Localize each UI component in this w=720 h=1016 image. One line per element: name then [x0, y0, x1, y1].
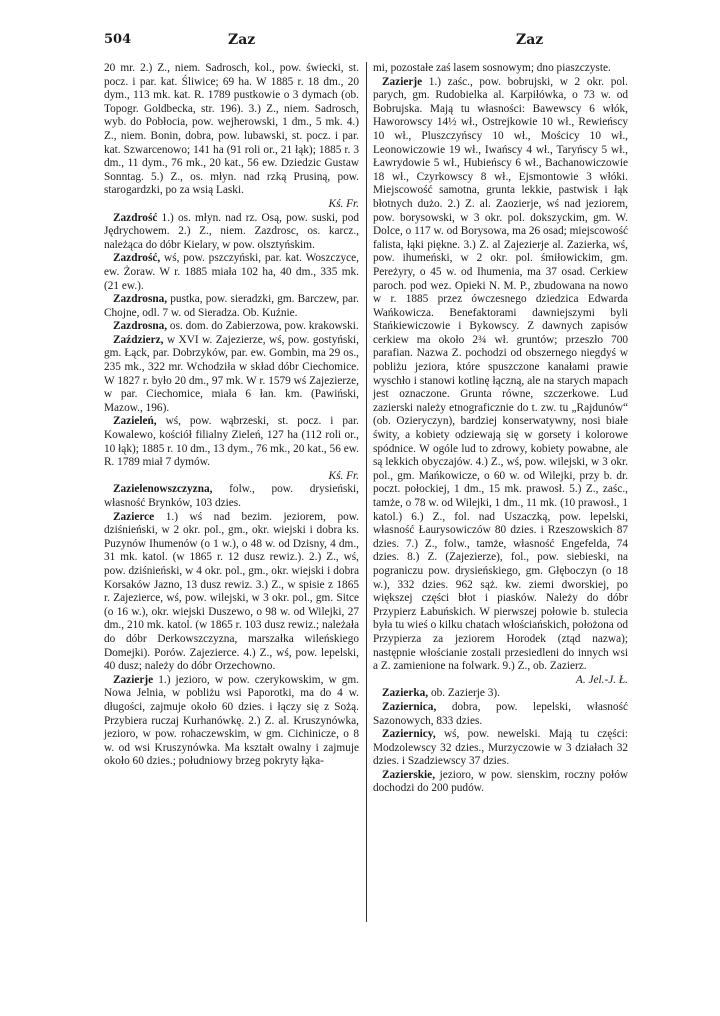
- entry-text: jezioro, w pow. sienskim, roczny połów dochodzi do 200 pudów.: [373, 768, 629, 795]
- dictionary-entry: [104, 293, 359, 320]
- dictionary-entry: [373, 701, 628, 728]
- entry-text: pustka, pow. sieradzki, gm. Barczew, par. Chojne, odl. 7 w. od Sieradza. Ob. Kuźnie.: [104, 293, 360, 319]
- dictionary-entry: [373, 728, 628, 769]
- dictionary-entry: [104, 252, 359, 293]
- page-header: [104, 28, 622, 52]
- dictionary-entry: [104, 483, 359, 510]
- dictionary-entry: [104, 415, 359, 483]
- entry-text: 1.) wś nad bezim. jeziorem, pow. dziśnieński, w 2 okr. pol., gm., okr. wiejski i dobra ks. Puzynów Ihumenów (o 1 w.), o 48 w. od Dzisny, 4 dm., 31 mk. katol. (w 1865 r. 12 dusz rewiz.). 2.) Z., wś, pow. dziśnieński, w 4 okr. pol., gm., okr. wiejski i dobra Korsaków Jazno, 13 dusz rewiz. 3.) Z., w spisie z 1865 r. Zajezierce, wś, pow. wilejski, w 3 okr. pol., gm. Sitce (o 16 w.), okr. wiejski Duszewo, o 98 w. od Wilejki, 27 dm., 210 mk. katol. (w 1865 r. 103 dusz rewiz.; należała do dóbr Derkowszczyzna, marszałka wileńskiego Domejki). Porów. Zajezierce. 4.) Z., wś, pow. lepelski, 40 dusz; należy do dóbr Orzechowno.: [104, 510, 359, 673]
- entry-text: os. dom. do Zabierzowa, pow. krakowski.: [169, 320, 359, 333]
- entry-headword: Zazdrość,: [113, 252, 161, 265]
- entry-headword: Zazdrosna,: [113, 293, 168, 306]
- entry-text: folw., pow. drysieński, własność Brynków, 103 dzies.: [104, 483, 359, 509]
- entry-headword: Zazierje: [113, 673, 154, 686]
- dictionary-entry: [104, 62, 359, 212]
- entry-signature: Kś. Fr.: [328, 197, 359, 210]
- dictionary-entry: [373, 687, 628, 701]
- entry-headword: Zazierka,: [382, 687, 429, 700]
- page-number: 504: [104, 32, 132, 47]
- entry-text: w XVI w. Zajezierze, wś, pow. gostyński, gm. Łąck, par. Dobrzyków, par. ew. Gombin, ma 29 os., 235 mk., 322 mr. Wchodziła w skład dóbr Ciechomice. W 1827 r. było 20 dm., 97 mk. W r. 1579 wś Zajezierze, w par. Ciechomice, miała 6 łan. km. (Pawiński, Mazow., 196).: [104, 333, 360, 414]
- dictionary-entry: [104, 674, 359, 769]
- entry-text: 1.) os. młyn. nad rz. Osą, pow. suski, pod Jędrychowem. 2.) Z., niem. Zazdrosc, os. karcz., należąca do dóbr Kielary, w pow. olsztyńskim.: [104, 211, 359, 251]
- text-columns: [104, 62, 629, 962]
- right-column: [373, 62, 628, 796]
- dictionary-entry: [104, 212, 359, 253]
- dictionary-entry: [373, 62, 628, 76]
- entry-headword: Zaziernicy,: [382, 728, 436, 741]
- dictionary-entry: [104, 511, 359, 674]
- dictionary-entry: [373, 769, 628, 796]
- entry-text: 20 mr. 2.) Z., niem. Sadrosch, kol., pow. świecki, st. pocz. i par. kat. Śliwice; 69 ha. W 1885 r. 18 dm., 20 dym., 113 mk. kat. R. 1789 pustkowie o 3 dymach (ob. Topogr. Goldbecka, str. 196). 3.) Z., niem. Sadrosch, wyb. do Pobłocia, pow. wejherowski, 1 dm., 5 mk. 4.) Z., niem. Bonin, dobra, pow. lubawski, st. pocz. i par. kat. Szwarcenowo; 141 ha (91 roli or., 21 łąk); 1885 r. 3 dm., 11 dym., 76 mk., 20 kat., 56 ew. Dziedzic Gustaw Sonntag. 5.) Z., os. młyn. nad rzką Prusiną, pow. starogardzki, po za wsią Laski.: [104, 62, 359, 197]
- entry-headword: Zazdrosna,: [113, 320, 168, 333]
- entry-text: wś, pow. newelski. Mają tu części: Modzolewscy 32 dzies., Murzyczowie w 3 działach 32 dzies. i Szadziewscy 37 dzies.: [373, 728, 628, 768]
- running-head-left: Zaz: [228, 32, 256, 48]
- entry-text: wś, pow. pszczyński, par. kat. Woszczyce, ew. Żoraw. W r. 1885 miała 102 ha, 40 dm., 335 mk. (21 ew.).: [104, 252, 359, 292]
- entry-headword: Zaździerz,: [113, 333, 164, 346]
- entry-headword: Zazierce: [113, 510, 155, 523]
- entry-text: dobra, pow. lepelski, własność Sazonowych, 833 dzies.: [373, 700, 628, 727]
- dictionary-entry: [104, 320, 359, 334]
- entry-headword: Zazieleń,: [113, 415, 157, 428]
- dictionary-entry: [104, 334, 359, 416]
- entry-text: 1.) zaśc., pow. bobrujski, w 2 okr. pol. parych, gm. Rudobielka al. Karpiłówka, o 73 w. od Bobrujska. Mają tu własności: Bawewscy 6 włók, Haworowscy 14½ wł., Ostrejkowie 10 wł., Rewieńscy 10 wł., Pluszczyńscy 10 wł., Mościcy 10 wł., Leonowiczowie 19 wł., Iwańscy 4 wł., Taryńscy 5 wł., Ławrydowie 5 wł., Hubieńscy 6 wł., Bachanowiczowie 18 wł., Czyrkowscy 8 wł., Ejsmontowie 3 włóki. Miejscowość samotna, grunta lekkie, pastwisk i łąk błotnych dużo. 2.) Z. al. Zaozierje, wś nad jeziorem, pow. borysowski, w 3 okr. pol. dokszyckim, gm. W. Dolce, o 117 w. od Borysowa, ma 26 osad; miejscowość falista, łąki piękne. 3.) Z. al Zajezierje al. Zazierka, wś, pow. ihumeński, w 2 okr. pol. śmiłowickim, gm. Pereżyry, o 45 w. od Ihumenia, ma 37 osad. Cerkiew paroch. pod wez. Opieki N. M. P., zbudowana na nowo w r. 1885 przez ówczesnego dziedzica Edwarda Wańkowicza. Benefaktorami dawniejszymi byli Stańkiewiczowie i Bykowscy. Z dawnych zapisów cerkiew ma około 2¾ wł. gruntów; przeszło 700 parafian. Nazwa Z. pochodzi od obszernego niegdyś w pobliżu jeziora, które spuszczone kanałami prawie wyschło i stanowi kotlinę łączną, ale na starych mapach jest oznaczone. Grunta równe, szczerkowe. Lud zazierski należy etnograficznie do t. zw. tu „Rajdunów“ (ob. Ozieryczyn), bardziej konserwatywny, nosi białe świty, a kobiety odziewają się w gorsety i kolorowe spódnice. W ogóle lud to zdrowy, kobiety powabne, ale są lekkich obyczajów. 4.) Z., wś, pow. wilejski, w 3 okr. pol., gm. Mańkowicze, o 60 w. od Wilejki, przy b. dr. poczt. połockiej, 1 dm., 15 mk. prawosł. 5.) Z., zaśc., tamże, o 78 w. od Wilejki, 1 dm., 11 mk. (10 prawosł., 1 katol.) 6.) Z., fol. nad Uszaczką, pow. lepelski, własność Łaurysowiczów 80 dzies. i Rzeszowskich 87 dzies. 7.) Z., folw., tamże, własność Engefelda, 74 dzies. 8.) Z. (Zajezierze), fol., pow. siebieski, na pograniczu pow. drysieńskiego, gm. Głęboczyn (o 18 w.), 332 dzies. 962 sąż. kw. ziemi dworskiej, po większej części błot i piasków. Należy do dóbr Przypierz Łabuńskich. W pierwszej połowie b. stulecia była tu wieś o kilku chatach włościańskich, położona od Przypierza za jeziorem Horodek (ztąd nazwa); następnie włościanie zostali przesiedleni do innych wsi a Z. zamienione na folwark. 9.) Z., ob. Zazierz.: [373, 75, 629, 673]
- entry-headword: Zazdrość: [113, 211, 158, 224]
- running-head-right: Zaz: [516, 32, 544, 48]
- entry-headword: Zazierniсa,: [382, 700, 437, 713]
- left-column: [104, 62, 359, 769]
- entry-signature: Kś. Fr.: [328, 469, 359, 482]
- entry-headword: Zazierje: [382, 75, 423, 88]
- entry-text: ob. Zazierje 3).: [430, 687, 500, 700]
- entry-headword: Zazielenowszczyzna,: [113, 483, 213, 496]
- entry-text: mi, pozostałe zaś lasem sosnowym; dno piaszczyste.: [373, 62, 611, 74]
- entry-text: wś, pow. wąbrzeski, st. pocz. i par. Kowalewo, kościół filialny Zieleń, 127 ha (112 roli or., 10 łąk); 1885 r. 10 dm., 13 dym., 76 mk., 20 kat., 56 ew. R. 1789 miał 7 dymów.: [104, 415, 359, 469]
- entry-text: 1.) jezioro, w pow. czerykowskim, w gm. Nowa Jelnia, w pobliżu wsi Paporotki, ma do 4 w. długości, zajmuje około 60 dzies. i łączy się z Sożą. Przybiera ruczaj Kurhanówkę. 2.) Z. al. Kruszynówka, jezioro, w pow. rohaczewskim, w gm. Cichinicze, o 8 w. od wsi Kruszynówka. Ma kształt owalny i zajmuje około 60 dzies.; południowy brzeg pokryty łąka-: [104, 673, 359, 768]
- dictionary-entry: [373, 76, 628, 688]
- column-divider: [366, 62, 367, 922]
- entry-signature: A. Jel.-J. Ł.: [575, 673, 628, 686]
- entry-headword: Zazierskie,: [382, 768, 436, 781]
